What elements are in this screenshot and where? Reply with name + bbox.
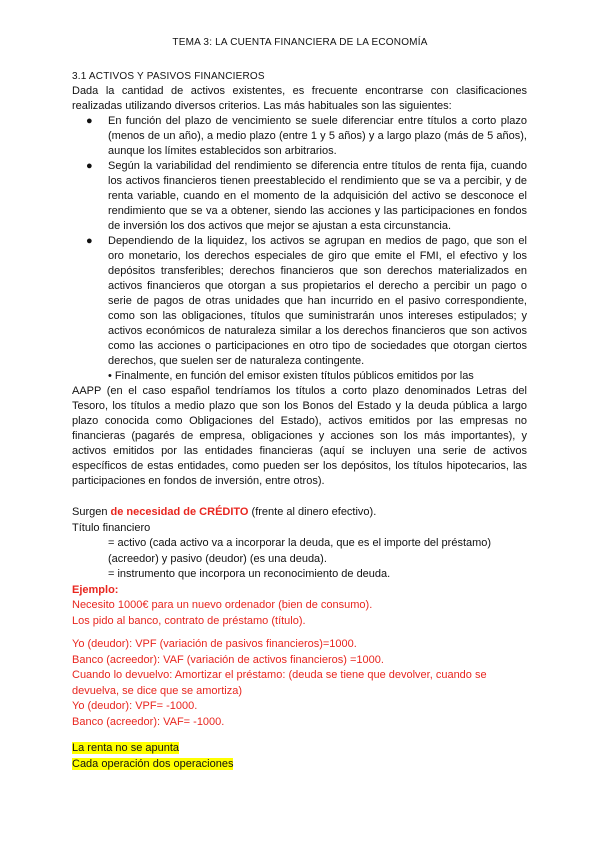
list-item [72,114,527,159]
highlighted-notes [72,740,233,772]
final-paragraph-first-line: • Finalmente, en función del emisor existen títulos públicos emitidos por las [108,370,474,382]
list-item [72,234,527,369]
highlight-note-2: Cada operación dos operaciones [72,758,234,770]
list-item-text: Según la variabilidad del rendimiento se diferencia entre títulos de renta fija, cuando los activos financieros tienen preestablecido el rendimiento que se va a percibir, y de renta variable, cuando en el momento de la adquisición del activo se desconoce el rendimiento que se va a obtener, siendo las acciones y las participaciones en fondos de inversión los dos activos que mejor se ajustan a esta circunstancia. [108,160,527,232]
bullet-icon: ● [86,115,93,127]
accounting-example [72,637,527,730]
credit-emphasis: de necesidad de CRÉDITO [110,506,249,518]
classification-list [72,114,527,489]
list-item-text: Dependiendo de la liquidez, los activos se agrupan en medios de pago, que son el oro monetario, los derechos especiales de giro que emite el FMI, el efectivo y los depósitos transferibles; derechos financieros que son derechos materializados en activos financieros que otorgan a sus propietarios el derecho a percibir un pago o serie de pagos de otras unidades que han incurrido en el pasivo correspondiente, como son las obligaciones, títulos que suministrarán unos intereses estipulados; y activos económicos de naturaleza similar a los derechos financieros que son activos como las acciones o participaciones en otro tipo de sociedades que otorgan ciertos derechos, que suelen ser de naturaleza contingente. [108,235,527,367]
definition-1: = activo (cada activo va a incorporar la deuda, que es el importe del préstamo) (acreedor) y pasivo (deudor) (es una deuda). [108,537,492,565]
calc-line: Cuando lo devuelvo: Amortizar el préstamo: (deuda se tiene que devolver, cuando se devuelva, se dice que se amortiza) [72,669,487,697]
list-item [72,159,527,234]
final-paragraph-rest: AAPP (en el caso español tendríamos los títulos a corto plazo denominados Letras del Tesoro, los títulos a medio plazo que son los Bonos del Estado y la deuda pública a largo plazo conocida como Obligaciones del Estado), activos emitidos por las empresas no financieras (pagarés de empresa, obligaciones y acciones son los más importantes), y activos emitidos por las entidades financieras (aquí se incluyen una serie de activos específicos de estas entidades, como pueden ser los depósitos, los títulos hipotecarios, las participaciones en fondos de inversión, entre otros). [72,385,527,487]
bullet-icon: ● [86,235,93,247]
intro-paragraph: Dada la cantidad de activos existentes, es frecuente encontrarse con clasificaciones realizadas utilizando diversos criterios. Las más habituales son las siguientes: [72,85,527,112]
example-label: Ejemplo: [72,583,119,596]
calc-line: Yo (deudor): VPF (variación de pasivos financieros)=1000. [72,638,357,650]
calc-line: Banco (acreedor): VAF= -1000. [72,715,225,728]
titulo-financiero-label: Título financiero [72,521,151,534]
example-line-2: Los pido al banco, contrato de préstamo (título). [72,614,306,627]
calc-line: Yo (deudor): VPF= -1000. [72,700,198,712]
bullet-icon: ● [86,160,93,172]
highlight-note-1: La renta no se apunta [72,742,180,754]
example-line-1: Necesito 1000€ para un nuevo ordenador (bien de consumo). [72,599,373,611]
final-paragraph [72,369,527,489]
page-title: TEMA 3: LA CUENTA FINANCIERA DE LA ECONOMÍA [172,37,428,48]
notes-block [72,505,527,629]
definition-2: = instrumento que incorpora un reconocimiento de deuda. [108,568,391,580]
calc-line: Banco (acreedor): VAF (variación de activos financieros) =1000. [72,653,384,666]
surgen-line: Surgen de necesidad de CRÉDITO (frente al dinero efectivo). [72,506,377,518]
list-item-text: En función del plazo de vencimiento se suele diferenciar entre títulos a corto plazo (menos de un año), a medio plazo (entre 1 y 5 años) y a largo plazo (más de 5 años), aunque los límites establecidos son arbitrarios. [108,115,527,157]
section-heading: 3.1 ACTIVOS Y PASIVOS FINANCIEROS [72,71,265,82]
